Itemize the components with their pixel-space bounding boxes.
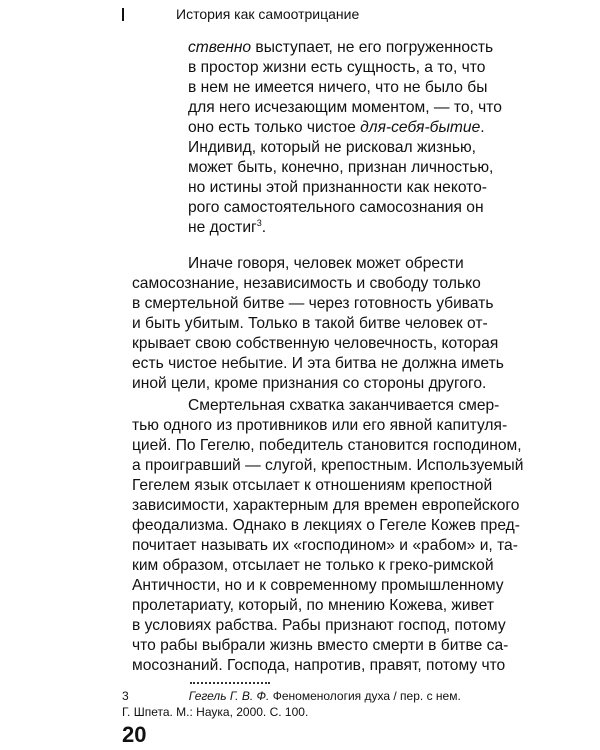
quote-emphasis: ственно xyxy=(188,39,252,56)
header-rule xyxy=(122,8,124,21)
running-head xyxy=(122,6,359,22)
quote-line: но истины этой признанности как некото- xyxy=(188,179,487,196)
paragraph-line: Иначе говоря, человек может обрести xyxy=(188,255,464,272)
quote-text: . xyxy=(261,219,267,236)
paragraph-line: есть чистое небытие. И эта битва не должна иметь xyxy=(132,355,504,372)
quote-line xyxy=(188,218,266,238)
paragraph-line: в смертельной битве — через готовность убивать xyxy=(132,295,494,312)
quote-line: Индивид, который не рисковал жизнью, xyxy=(188,139,477,156)
paragraph-line: мосознаний. Господа, напротив, правят, потому что xyxy=(132,657,506,674)
footnote-line xyxy=(122,688,461,704)
quote-line: в нем не имеется ничего, что не было бы xyxy=(188,79,488,96)
quote-line: может быть, конечно, признан личностью, xyxy=(188,159,494,176)
paragraph-line: зависимости, характерным для времен европейского xyxy=(132,497,520,514)
footnote-line: Г. Шпета. М.: Наука, 2000. С. 100. xyxy=(122,705,309,719)
paragraph-line: в условиях рабства. Рабы признают господ, потому xyxy=(132,617,506,634)
quote-line: рого самостоятельного самосознания он xyxy=(188,199,484,216)
paragraph-line: Античности, но и к современному промышленному xyxy=(132,577,504,594)
quote-line xyxy=(188,118,485,138)
quote-line: для него исчезающим моментом, — то, что xyxy=(188,99,502,116)
paragraph-line: тью одного из противников или его явной капитуля- xyxy=(132,417,508,434)
paragraph-line: самосознание, независимость и свободу только xyxy=(132,275,481,292)
paragraph-line: пролетариату, который, по мнению Кожева, живет xyxy=(132,597,494,614)
paragraph-line: что рабы выбрали жизнь вместо смерти в битве са- xyxy=(132,637,509,654)
quote-text: выступает, не его погруженность xyxy=(251,39,494,56)
paragraph-line: иной цели, кроме признания со стороны другого. xyxy=(132,375,487,392)
paragraph-line: Смертельная схватка заканчивается смер- xyxy=(188,397,500,414)
paragraph-line: Гегелем язык отсылает к отношениям крепостной xyxy=(132,477,493,494)
quote-text: не достиг xyxy=(188,219,257,236)
paragraph-line: крывает свою собственную человечность, которая xyxy=(132,335,499,352)
paragraph-line: почитает называть их «господином» и «рабом» и, та- xyxy=(132,537,518,554)
paragraph-line: феодализма. Однако в лекциях о Гегеле Кожев пред- xyxy=(132,517,520,534)
quote-emphasis: для-себя-бытие xyxy=(360,119,481,136)
page-number: 20 xyxy=(122,722,147,747)
quote-line xyxy=(188,38,493,58)
paragraph-line: а проигравший — слугой, крепостным. Используемый xyxy=(132,457,524,474)
quote-text: оно есть только чистое xyxy=(188,119,361,136)
quote-line: в простор жизни есть сущность, а то, что xyxy=(188,59,486,76)
footnote-separator xyxy=(190,682,270,684)
footnote-number: 3 xyxy=(122,689,129,703)
paragraph-line: и быть убитым. Только в такой битве человек от- xyxy=(132,315,488,332)
quote-text: . xyxy=(480,119,485,136)
running-title: История как самоотрицание xyxy=(176,6,360,22)
paragraph-line: ким образом, отсылает не только к греко-римской xyxy=(132,557,494,574)
footnote-author: Гегель Г. В. Ф. xyxy=(188,689,270,703)
paragraph-line: цией. По Гегелю, победитель становится господином, xyxy=(132,437,522,454)
footnote-ref[interactable]: 3 xyxy=(256,217,262,228)
footnote-text: Феноменология духа / пер. с нем. xyxy=(269,689,461,703)
